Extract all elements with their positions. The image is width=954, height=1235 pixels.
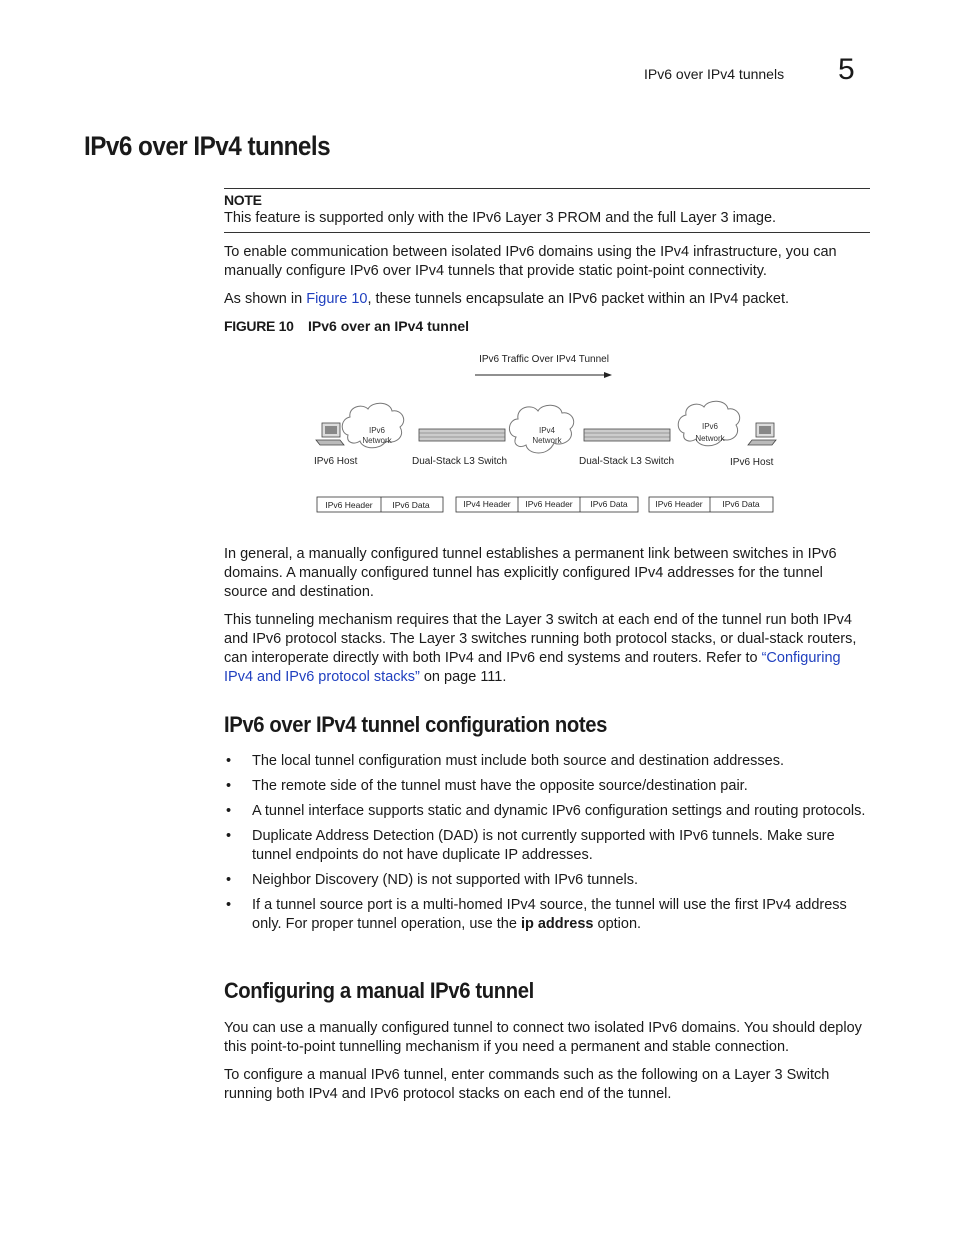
last-bullet-prefix: If a tunnel source port is a multi-homed IPv4 source, the tunnel will use the first IPv4 address only. For proper tunnel operation, use the [252, 897, 847, 932]
manual-tunnel-paragraph-1: You can use a manually configured tunnel to connect two isolated IPv6 domains. You should deploy this point-to-point tunnelling mechanism if you need a permanent and stable connection. [224, 1020, 862, 1055]
list-item-text: The remote side of the tunnel must have the opposite source/destination pair. [252, 778, 748, 794]
figure-ref-suffix: , these tunnels encapsulate an IPv6 packet within an IPv4 packet. [367, 291, 790, 307]
note-bottom-rule [224, 232, 870, 233]
note-top-rule [224, 188, 870, 189]
page-ref-text: on page 111. [419, 669, 507, 685]
dual-stack-switch-left-icon [419, 429, 505, 441]
cloud-mid-line1: IPv4 [538, 426, 556, 435]
ip-address-command: ip address [520, 916, 594, 932]
config-notes-list [224, 752, 870, 940]
cloud-mid-line2: Network [532, 436, 562, 445]
running-header-title: IPv6 over IPv4 tunnels [644, 66, 785, 82]
section-heading-manual-tunnel: Configuring a manual IPv6 tunnel [224, 978, 534, 1003]
packet-mid-ipv6-header: IPv6 Header [525, 499, 573, 509]
packet-left-data: IPv6 Data [392, 500, 430, 510]
note-label: NOTE [224, 192, 262, 208]
section-heading-config-notes: IPv6 over IPv4 tunnel configuration notes [224, 712, 608, 737]
list-item-text: Neighbor Discovery (ND) is not supported with IPv6 tunnels. [252, 872, 639, 888]
switch-right-label: Dual-Stack L3 Switch [579, 456, 675, 467]
figure-ref-prefix: As shown in [224, 291, 307, 307]
dual-stack-switch-right-icon [584, 429, 670, 441]
host-left-label: IPv6 Host [314, 456, 358, 467]
chapter-number: 5 [838, 53, 855, 86]
packet-right-header: IPv6 Header [655, 499, 703, 509]
list-item: • Neighbor Discovery (ND) is not supported with IPv6 tunnels. [226, 872, 639, 888]
list-item: • The remote side of the tunnel must have the opposite source/destination pair. [226, 778, 748, 794]
cloud-right-line1: IPv6 [701, 422, 719, 431]
cloud-right-line2: Network [695, 434, 725, 443]
figure-reference-paragraph [224, 290, 870, 309]
arrow-label: IPv6 Traffic Over IPv4 Tunnel [479, 354, 609, 365]
packet-mid-ipv4-header: IPv4 Header [463, 499, 511, 509]
dual-stack-paragraph [224, 611, 870, 687]
cloud-left-line2: Network [362, 436, 392, 445]
cloud-left-line1: IPv6 [368, 426, 386, 435]
figure-title: IPv6 over an IPv4 tunnel [308, 318, 470, 334]
packet-left-header: IPv6 Header [325, 500, 373, 510]
list-item: • The local tunnel configuration must include both source and destination addresses. [226, 753, 784, 769]
packet-right-data: IPv6 Data [722, 499, 760, 509]
note-text: This feature is supported only with the IPv6 Layer 3 PROM and the full Layer 3 image. [224, 210, 777, 226]
last-bullet-suffix: option. [593, 916, 642, 932]
configuring-stacks-link[interactable]: “Configuring IPv4 and IPv6 protocol stacks” [224, 650, 841, 685]
packet-mid-data: IPv6 Data [590, 499, 628, 509]
left-host-computer-icon [316, 423, 344, 445]
traffic-arrow-head [604, 372, 612, 378]
list-item-text: A tunnel interface supports static and dynamic IPv6 configuration settings and routing protocols. [252, 803, 866, 819]
intro-paragraph: To enable communication between isolated IPv6 domains using the IPv4 infrastructure, you can manually configure IPv6 over IPv4 tunnels that provide static point-point connectivity. [224, 244, 837, 279]
right-host-computer-icon [748, 423, 776, 445]
tunnel-diagram [300, 345, 790, 520]
host-right-label: IPv6 Host [730, 457, 774, 468]
list-item: • A tunnel interface supports static and dynamic IPv6 configuration settings and routing protocols. [226, 803, 866, 819]
list-item-text: Duplicate Address Detection (DAD) is not currently supported with IPv6 tunnels. Make sure tunnel endpoints do not have duplicate IP addresses. [252, 828, 835, 863]
list-item-text: The local tunnel configuration must include both source and destination addresses. [252, 753, 784, 769]
dual-stack-text: This tunneling mechanism requires that the Layer 3 switch at each end of the tunnel run both IPv4 and IPv6 protocol stacks. The Layer 3 switches running both protocol stacks, or dual-stack routers, can interoperate directly with both IPv4 and IPv6 end systems and routers. Refer to [224, 612, 857, 666]
tunnel-description-paragraph: In general, a manually configured tunnel establishes a permanent link between switches in IPv6 domains. A manually configured tunnel has explicitly configured IPv4 addresses for the tunnel source and destination. [224, 546, 837, 600]
switch-left-label: Dual-Stack L3 Switch [412, 456, 508, 467]
manual-tunnel-paragraph-2: To configure a manual IPv6 tunnel, enter commands such as the following on a Layer 3 Switch running both IPv4 and IPv6 protocol stacks on each end of the tunnel. [224, 1067, 830, 1102]
list-item: • Duplicate Address Detection (DAD) is not currently supported with IPv6 tunnels. Make sure tunnel endpoints do not have duplicate IP addresses. [226, 828, 835, 863]
page-title: IPv6 over IPv4 tunnels [84, 131, 331, 161]
figure-label: FIGURE 10 [224, 318, 294, 334]
figure-10-link[interactable]: Figure 10 [306, 291, 368, 307]
list-item: • If a tunnel source port is a multi-homed IPv4 source, the tunnel will use the first IPv4 address only. For proper tunnel operation, use the ip address option. [226, 897, 847, 932]
